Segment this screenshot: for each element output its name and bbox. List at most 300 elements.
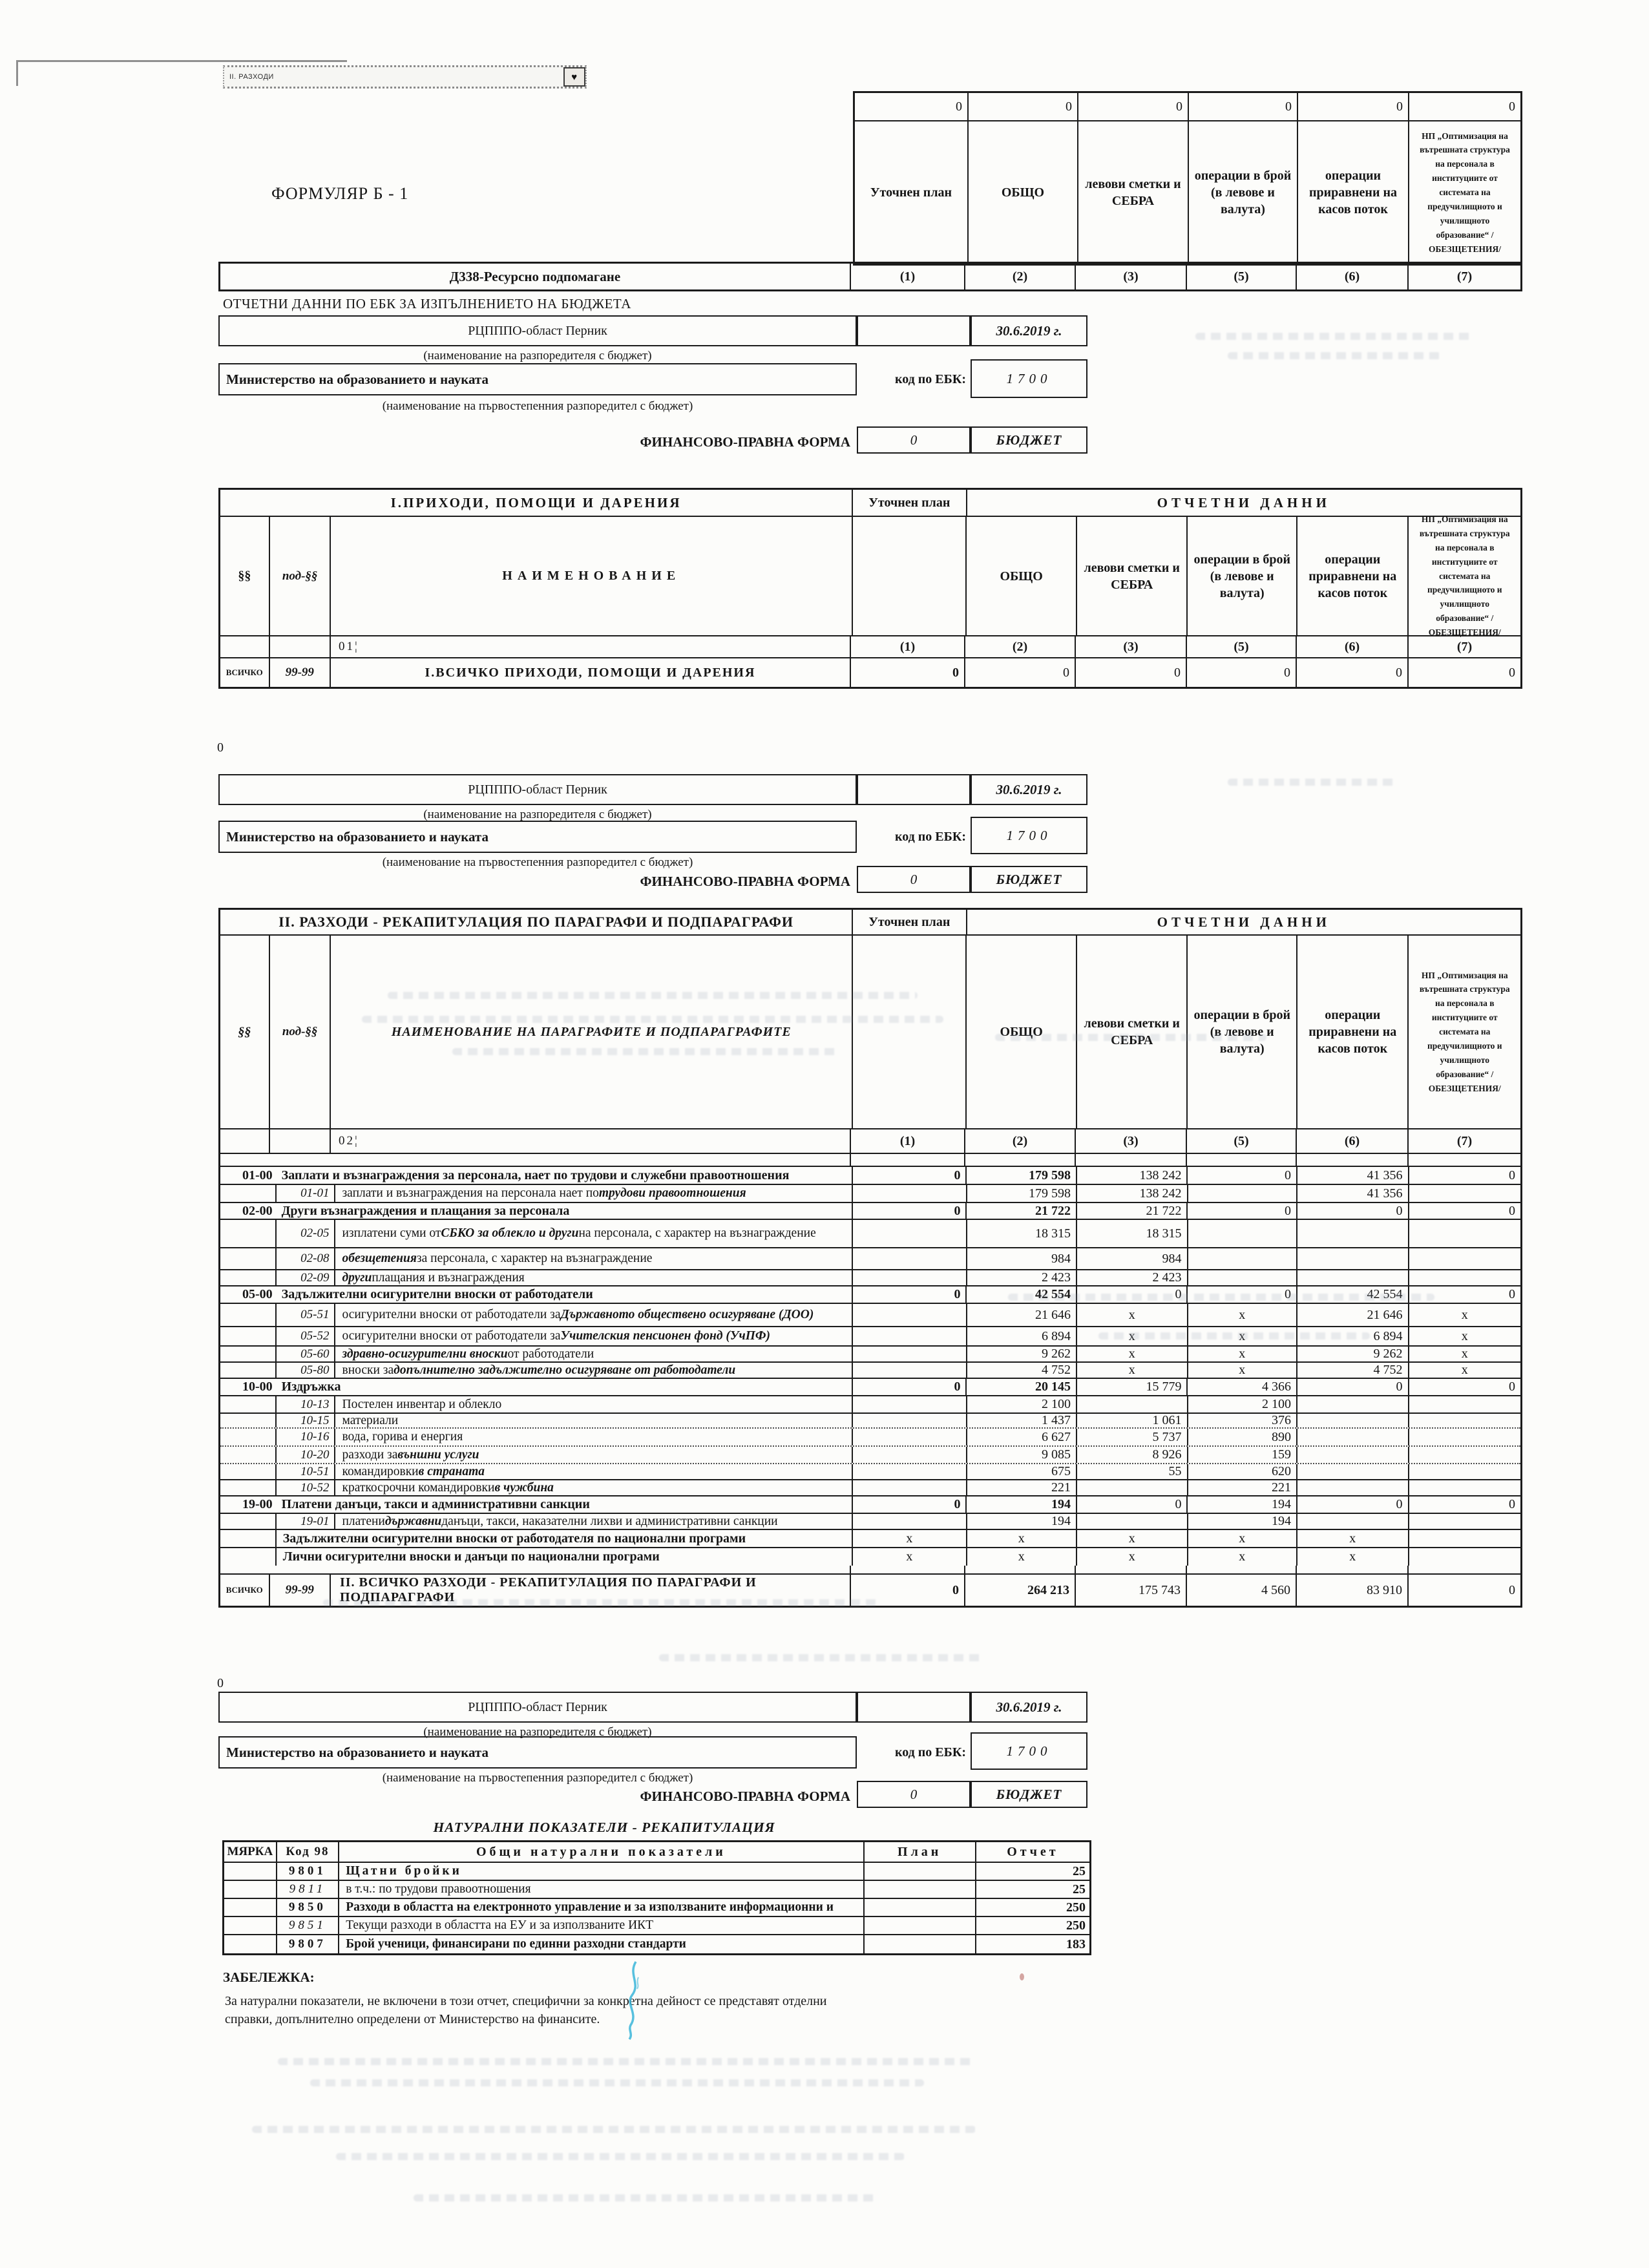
cell: 25 (1073, 1864, 1086, 1878)
section2-table (218, 908, 1522, 1608)
cell (853, 1185, 967, 1202)
total-code: 99-99 (270, 658, 331, 687)
cell: x (1461, 1363, 1468, 1377)
cell (1297, 1464, 1409, 1479)
col-natural-plan: План (865, 1842, 976, 1862)
cell: 0 (853, 1379, 967, 1395)
cell (1297, 1220, 1409, 1247)
cell (220, 1514, 277, 1529)
cell (220, 1220, 277, 1247)
cell: 10-16 (277, 1429, 336, 1445)
note-line: За натурални показатели, не включени в този отчет, специфични за конкретна дейност се представят отделни (225, 1994, 827, 2008)
col-podss: под-§§ (270, 517, 331, 635)
bleed-smudge (252, 2126, 976, 2133)
spacer-cells (851, 1566, 1520, 1573)
colnum-row (851, 636, 1520, 657)
bleed-smudge (336, 2153, 905, 2160)
cell (1409, 1566, 1520, 1573)
cell: x (1297, 1548, 1409, 1566)
cell: 5 737 (1077, 1429, 1188, 1445)
cell: 4 752 (1297, 1363, 1409, 1378)
cell (853, 1304, 967, 1326)
cell: Разходи в областта на електронното управление и за използваните информационни и (339, 1899, 864, 1916)
section2-body (220, 1167, 1520, 1566)
cell: 675 (967, 1464, 1078, 1479)
cell: (5) (1187, 264, 1297, 289)
cell (1077, 1480, 1188, 1495)
cell (220, 1464, 277, 1479)
cell (1297, 1396, 1409, 1412)
table-row (220, 1379, 1520, 1396)
cell: 0 (1189, 93, 1298, 120)
cell: (7) (1456, 269, 1473, 284)
cell: x (1188, 1548, 1298, 1566)
cell (1409, 1447, 1520, 1463)
natural-title: НАТУРАЛНИ ПОКАЗАТЕЛИ - РЕКАПИТУЛАЦИЯ (433, 1820, 775, 1835)
cell: 41 356 (1297, 1185, 1409, 1202)
cell: 250 (1066, 1900, 1086, 1915)
cell: x (1077, 1327, 1188, 1345)
cell: 21 722 (1077, 1203, 1188, 1219)
empty-cell (270, 636, 331, 657)
cell: 55 (1077, 1464, 1188, 1479)
cell: x (853, 1530, 967, 1547)
org-caption: (наименование на разпоредителя с бюджет) (423, 808, 652, 821)
cell: Текущи разходи в областта на ЕУ и за използваните ИКТ (339, 1917, 864, 1934)
total-mark: ВСИЧКО (220, 1575, 270, 1606)
section2-total-label: II. ВСИЧКО РАЗХОДИ - РЕКАПИТУЛАЦИЯ ПО ПАРАГРАФИ И ПОДПАРАГРАФИ (331, 1575, 851, 1606)
cell (220, 1414, 277, 1427)
cell (220, 1480, 277, 1495)
form-label: ФОРМУЛЯР Б - 1 (271, 184, 409, 203)
cell (865, 1881, 976, 1898)
cell (220, 1429, 277, 1445)
cell: 194 (1188, 1496, 1297, 1513)
table-row (224, 1863, 1089, 1881)
col-broy: операции в брой (в левове и валута) (1189, 121, 1298, 264)
cell: 9850 (277, 1899, 340, 1916)
cell: 10-13 (277, 1396, 336, 1412)
ministry-caption: (наименование на първостепенния разпоредител с бюджет) (382, 1771, 693, 1785)
cell: x (853, 1548, 967, 1566)
org-empty-cell (857, 774, 971, 805)
cell: 0 (853, 1167, 967, 1184)
cell: x (1297, 1530, 1409, 1547)
cell: 0 (1188, 1203, 1297, 1219)
cell (220, 1304, 277, 1326)
top-column-header-table (853, 91, 1522, 266)
cell: 0 (969, 93, 1078, 120)
table-row (220, 1447, 1520, 1464)
cell: вноски за допълнително задължително осигуряване от работодатели (335, 1363, 853, 1378)
table-row (220, 1363, 1520, 1379)
bleed-smudge (1098, 1332, 1370, 1339)
cell: 2 423 (967, 1270, 1078, 1285)
cell (224, 1917, 277, 1934)
cell: x (1188, 1363, 1297, 1378)
report-date: 30.6.2019 г. (971, 315, 1087, 346)
ebk-heading: ОТЧЕТНИ ДАННИ ПО ЕБК ЗА ИЗПЪЛНЕНИЕТО НА БЮДЖЕТА (223, 296, 631, 311)
cell (220, 1185, 277, 1202)
col-levovi: левови сметки и СЕБРА (1078, 121, 1189, 264)
cell: Задължителни осигурителни вноски от работодателя по национални програми (277, 1530, 853, 1547)
ebk-label: код по ЕБК: (894, 830, 966, 844)
cell: 0 (853, 1286, 967, 1303)
cell (1409, 1530, 1521, 1547)
cell: 25 (1073, 1882, 1086, 1896)
col-broy: операции в брой (в левове и валута) (1188, 517, 1297, 635)
org-box: РЦПППО-област Перник (218, 315, 857, 346)
cell: 15 779 (1077, 1379, 1188, 1395)
cell: Лични осигурителни вноски и данъци по национални програми (277, 1548, 853, 1566)
cell (853, 1327, 967, 1345)
col-obshto: ОБЩО (969, 121, 1078, 264)
ebk-code-box: 1700 (971, 1732, 1087, 1770)
section2-total-values (851, 1575, 1520, 1606)
cell: 02-09 (277, 1270, 336, 1285)
cell: 6 894 (1297, 1327, 1409, 1345)
cell: 19-00 Платени данъци, такси и административни санкции (220, 1496, 853, 1513)
org-empty-cell (857, 315, 971, 346)
cell: Щатни бройки (339, 1863, 864, 1880)
cell: 0 (1076, 658, 1187, 687)
cell: 0 (1297, 1379, 1409, 1395)
cell: x (1077, 1363, 1188, 1378)
cell: (2) (965, 264, 1076, 289)
cell: 0 (1077, 1286, 1188, 1303)
cell: 83 910 (1297, 1575, 1409, 1606)
col-natural-name: Общи натурални показатели (339, 1842, 864, 1862)
cell: (3) (1076, 636, 1187, 657)
cell (1409, 1414, 1520, 1427)
cell: 01-00 Заплати и възнаграждения за персонала, нает по трудови и служебни правоотношения (220, 1167, 853, 1184)
ebk-label: код по ЕБК: (894, 1745, 966, 1759)
ministry-box: Министерство на образованието и науката (218, 821, 857, 853)
cell (220, 1248, 277, 1269)
col-priravneni: операции приравнени на касов поток (1297, 936, 1409, 1128)
section2-title: II. РАЗХОДИ - РЕКАПИТУЛАЦИЯ ПО ПАРАГРАФИ И ПОДПАРАГРАФИ (220, 910, 853, 934)
cell: 6 894 (967, 1327, 1078, 1345)
cell: (3) (1076, 264, 1187, 289)
cell: краткосрочни командировки в чужбина (335, 1480, 853, 1495)
cell: 9 262 (967, 1347, 1078, 1361)
column-header-row (855, 121, 1520, 264)
cell (224, 1881, 277, 1898)
cell: 0 (1297, 1203, 1409, 1219)
bleed-smudge (452, 1048, 840, 1055)
cell: 21 722 (967, 1203, 1077, 1219)
cell: 6 627 (967, 1429, 1078, 1445)
table-row (224, 1917, 1089, 1935)
cell: 194 (1188, 1514, 1298, 1529)
org-box: РЦПППО-област Перник (218, 1692, 857, 1723)
empty-cell (220, 636, 270, 657)
cell (1409, 1464, 1520, 1479)
col-myarka: МЯРКА (224, 1842, 277, 1862)
bleed-smudge (388, 992, 918, 999)
cell: 2 100 (1188, 1396, 1298, 1412)
cell: (6) (1297, 636, 1409, 657)
cell: 138 242 (1077, 1185, 1188, 1202)
cell: (1) (851, 1129, 965, 1153)
cell: 0 (1509, 1497, 1515, 1511)
empty-cell (220, 1154, 851, 1166)
col-levovi: левови сметки и СЕБРА (1077, 517, 1188, 635)
table-row (220, 1185, 1520, 1203)
ebk-code-box: 1700 (971, 359, 1087, 398)
scan-edge-line-v (16, 60, 18, 86)
report-data-header: ОТЧЕТНИ ДАННИ (1157, 914, 1330, 930)
table-row (220, 1464, 1520, 1480)
bleed-smudge (362, 1016, 943, 1023)
ministry-caption: (наименование на първостепенния разпоредител с бюджет) (382, 856, 693, 869)
cell (220, 1327, 277, 1345)
note-line: справки, допълнително определени от Министерство на финансите. (225, 2012, 600, 2026)
col-plan: Уточнен план (855, 121, 969, 264)
cell (1409, 1396, 1520, 1412)
d338-label: Д338-Ресурсно подпомагане (220, 264, 851, 289)
plan-empty-cell (853, 936, 967, 1128)
cell: 8 926 (1077, 1447, 1188, 1463)
cell: x (1077, 1548, 1188, 1566)
cell: 9811 (277, 1881, 340, 1898)
col-plan: Уточнен план (853, 490, 967, 516)
report-data-header: ОТЧЕТНИ ДАННИ (1157, 494, 1330, 510)
cell: осигурителни вноски от работодатели за Учителския пенсионен фонд (УчПФ) (335, 1327, 853, 1345)
cell: вода, горива и енергия (335, 1429, 853, 1445)
cell: материали (335, 1414, 853, 1427)
col-name: НАИМЕНОВАНИЕ НА ПАРАГРАФИТЕ И ПОДПАРАГРАФИТЕ (331, 936, 853, 1128)
cell: 0 (1508, 99, 1515, 114)
cell (853, 1248, 967, 1269)
table-row (220, 1347, 1520, 1363)
cell: (7) (1456, 1133, 1473, 1148)
cell: (2) (965, 636, 1076, 657)
cell: 05-00 Задължителни осигурителни вноски от работодатели (220, 1286, 853, 1303)
table-row (220, 1203, 1520, 1220)
cell (220, 1396, 277, 1412)
cell: 10-15 (277, 1414, 336, 1427)
cell (853, 1363, 967, 1378)
section1-total-values (851, 658, 1520, 687)
table-row (220, 1167, 1520, 1185)
cell: 05-51 (277, 1304, 336, 1326)
empty-cells (851, 1154, 1520, 1166)
note-heading: ЗАБЕЛЕЖКА: (223, 1969, 315, 1985)
fin-form-value-box: БЮДЖЕТ (971, 1781, 1087, 1808)
cell: 0 (1297, 1496, 1409, 1513)
cell (853, 1347, 967, 1361)
cell: x (1188, 1347, 1297, 1361)
cell: изплатени суми от СБКО за облекло и други на персонала, с характер на възнаграждение (335, 1220, 853, 1247)
cell: 0 (1077, 1496, 1188, 1513)
natural-table-body (224, 1863, 1089, 1953)
cell: x (1188, 1327, 1297, 1345)
cell: 4 752 (967, 1363, 1078, 1378)
cell (965, 1566, 1076, 1573)
report-date: 30.6.2019 г. (971, 774, 1087, 805)
cell: 221 (1188, 1480, 1298, 1495)
col-levovi: левови сметки и СЕБРА (1077, 936, 1188, 1128)
cell (220, 1347, 277, 1361)
cell (853, 1414, 967, 1427)
table-row (220, 1496, 1520, 1514)
bleed-smudge (995, 1034, 1266, 1041)
ebk-label: код по ЕБК: (894, 372, 966, 386)
cell (220, 1270, 277, 1285)
cell (1297, 1270, 1409, 1285)
col-plan: Уточнен план (853, 910, 967, 934)
cell (965, 1154, 1076, 1166)
cell (851, 1566, 965, 1573)
cell (1297, 1414, 1409, 1427)
cell: 10-52 (277, 1480, 336, 1495)
cell (224, 1899, 277, 1916)
cell: 10-20 (277, 1447, 336, 1463)
col-np: НП „Оптимизация на вътрешната структура на персонала в институциите от системата на предучилищното и училищното образование“ /ОБЕЗЩЕТЕНИЯ/ (1420, 131, 1510, 254)
report-date: 30.6.2019 г. (971, 1692, 1087, 1723)
code-prefix: 02¦ (331, 1129, 851, 1153)
cell: (3) (1076, 1129, 1187, 1153)
table-row (220, 1429, 1520, 1447)
org-box: РЦПППО-област Перник (218, 774, 857, 805)
cell (853, 1514, 967, 1529)
cell (1297, 1447, 1409, 1463)
section-dropdown-label: II. РАЗХОДИ (229, 73, 274, 81)
cell: x (1077, 1530, 1188, 1547)
cell (220, 1447, 277, 1463)
cell: 0 (851, 1575, 965, 1606)
cell (1297, 1480, 1409, 1495)
cell: здравно-осигурителни вноски от работодатели (335, 1347, 853, 1361)
cell: x (1188, 1530, 1298, 1547)
cell (1297, 1429, 1409, 1445)
cell: 9851 (277, 1917, 340, 1934)
col-priravneni: операции приравнени на касов поток (1297, 517, 1409, 635)
cell: (1) (851, 636, 965, 657)
cell (853, 1464, 967, 1479)
cell: 9 262 (1297, 1347, 1409, 1361)
cell: 0 (965, 658, 1076, 687)
cell: 01-01 (277, 1185, 336, 1202)
fin-form-label: ФИНАНСОВО-ПРАВНА ФОРМА (640, 874, 850, 889)
cell: (7) (1456, 639, 1473, 654)
col-np: НП „Оптимизация на вътрешната структура на персонала в институциите от системата на предучилищното и училищното образование“ /ОБЕЗЩЕТЕНИЯ/ (1419, 970, 1510, 1093)
cell: 0 (851, 658, 965, 687)
bleed-smudge (278, 2058, 976, 2065)
cell: разходи за външни услуги (335, 1447, 853, 1463)
cell: 0 (1509, 1203, 1515, 1218)
cell: 0 (1509, 1168, 1515, 1182)
cell: 21 646 (1297, 1304, 1409, 1326)
d338-row (218, 262, 1522, 291)
ministry-box: Министерство на образованието и науката (218, 363, 857, 395)
cell (1188, 1270, 1298, 1285)
cell (1409, 1220, 1520, 1247)
cell (1077, 1514, 1188, 1529)
col-kod98: Код 98 (277, 1842, 340, 1862)
cell: 4 366 (1188, 1379, 1297, 1395)
cell (1297, 1566, 1409, 1573)
cell (220, 1363, 277, 1378)
org-caption: (наименование на разпоредителя с бюджет) (423, 349, 652, 362)
bleed-smudge (414, 2194, 879, 2201)
cell: 9801 (277, 1863, 340, 1880)
table-row (220, 1270, 1520, 1286)
empty-cell (270, 1129, 331, 1153)
fin-form-code-box: 0 (857, 866, 971, 893)
natural-table (222, 1840, 1091, 1955)
cell: 41 356 (1297, 1167, 1409, 1184)
table-row (220, 1480, 1520, 1496)
scan-edge-line-h (16, 60, 347, 62)
table-row (220, 1414, 1520, 1429)
cell: 194 (967, 1514, 1078, 1529)
section1-table (218, 488, 1522, 689)
table-row (224, 1935, 1089, 1953)
cell: x (1077, 1304, 1188, 1326)
cell: 0 (853, 1203, 967, 1219)
cell: 221 (967, 1480, 1078, 1495)
empty-cell (220, 1129, 270, 1153)
cell (1297, 1154, 1409, 1166)
cell (853, 1447, 967, 1463)
section-dropdown[interactable] (223, 65, 587, 89)
table-row (220, 1530, 1520, 1548)
cell: Постелен инвентар и облекло (335, 1396, 853, 1412)
table-row (220, 1304, 1520, 1327)
col-natural-otchet: Отчет (1007, 1844, 1059, 1859)
cell: осигурителни вноски от работодатели за Държавното обществено осигуряване (ДОО) (335, 1304, 853, 1326)
ministry-caption: (наименование на първостепенния разпоредител с бюджет) (382, 399, 693, 413)
cell: 42 554 (1297, 1286, 1409, 1303)
cell: 175 743 (1076, 1575, 1187, 1606)
cell: 1 061 (1077, 1414, 1188, 1427)
cell: (1) (851, 264, 965, 289)
pen-mark (619, 1958, 651, 2042)
cell: 0 (1509, 1287, 1515, 1301)
cell: 984 (1077, 1248, 1188, 1269)
cell (865, 1935, 976, 1953)
bleed-smudge (310, 2079, 924, 2086)
cell: 0 (1078, 93, 1189, 120)
cell (1409, 1429, 1520, 1445)
cell: x (1188, 1304, 1297, 1326)
cell: 0 (1187, 658, 1297, 687)
cell: 183 (1066, 1937, 1086, 1951)
table-row (220, 1220, 1520, 1248)
cell (1409, 1548, 1521, 1566)
cell (853, 1480, 967, 1495)
heart-icon[interactable]: ♥ (563, 67, 585, 87)
cell (853, 1270, 967, 1285)
cell: 19-01 (277, 1514, 336, 1529)
fin-form-code-box: 0 (857, 426, 971, 454)
table-row (220, 1248, 1520, 1270)
cell: x (1461, 1307, 1468, 1322)
red-ink-dot (1020, 1973, 1024, 1980)
cell: 02-05 (277, 1220, 336, 1247)
cell: 138 242 (1077, 1167, 1188, 1184)
section1-total-label: I.ВСИЧКО ПРИХОДИ, ПОМОЩИ И ДАРЕНИЯ (331, 658, 851, 687)
total-mark: ВСИЧКО (220, 658, 270, 687)
bleed-smudge (323, 1599, 879, 1606)
cell: 159 (1188, 1447, 1298, 1463)
zero-row (855, 93, 1520, 121)
cell (1076, 1566, 1187, 1573)
cell (865, 1863, 976, 1880)
cell: командировки в страната (335, 1464, 853, 1479)
